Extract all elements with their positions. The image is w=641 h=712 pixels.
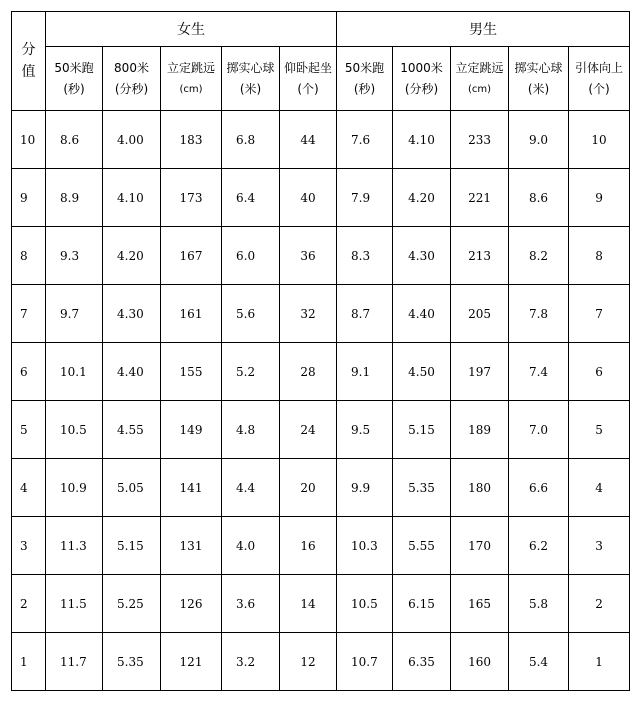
score-cell: 8 xyxy=(12,227,46,285)
male-1000m-cell: 4.20 xyxy=(393,169,451,227)
male-50m-cell: 7.9 xyxy=(337,169,393,227)
table-row xyxy=(12,111,630,169)
male-1000m-cell: 5.15 xyxy=(393,401,451,459)
male-50m-cell: 9.1 xyxy=(337,343,393,401)
group-header-row xyxy=(12,12,630,47)
table-row xyxy=(12,285,630,343)
female-800m-cell: 5.15 xyxy=(103,517,161,575)
female-shot-cell: 6.8 xyxy=(222,111,280,169)
score-header-line-1: 分 xyxy=(21,42,36,58)
female-800m-cell: 5.25 xyxy=(103,575,161,633)
female-col-long-jump-name: 立定跳远 xyxy=(166,60,215,75)
male-pull-ups-cell: 1 xyxy=(569,633,630,691)
female-long-jump-cell: 155 xyxy=(161,343,222,401)
female-50m-cell: 8.9 xyxy=(46,169,103,227)
male-group-header: 男生 xyxy=(337,12,630,47)
male-long-jump-cell: 170 xyxy=(451,517,509,575)
female-800m-cell: 5.05 xyxy=(103,459,161,517)
male-col-shot-unit: (米) xyxy=(527,81,550,96)
female-shot-cell: 4.0 xyxy=(222,517,280,575)
female-50m-cell: 8.6 xyxy=(46,111,103,169)
female-long-jump-cell: 131 xyxy=(161,517,222,575)
table-row xyxy=(12,169,630,227)
male-shot-cell: 9.0 xyxy=(509,111,569,169)
female-long-jump-cell: 126 xyxy=(161,575,222,633)
score-cell: 4 xyxy=(12,459,46,517)
male-long-jump-cell: 189 xyxy=(451,401,509,459)
female-50m-cell: 11.3 xyxy=(46,517,103,575)
female-col-800m-header xyxy=(103,47,161,111)
male-long-jump-cell: 233 xyxy=(451,111,509,169)
score-table xyxy=(11,11,630,691)
male-50m-cell: 8.7 xyxy=(337,285,393,343)
female-shot-cell: 3.2 xyxy=(222,633,280,691)
table-row xyxy=(12,517,630,575)
male-1000m-cell: 4.30 xyxy=(393,227,451,285)
female-sit-ups-cell: 24 xyxy=(280,401,337,459)
male-50m-cell: 8.3 xyxy=(337,227,393,285)
female-800m-cell: 5.35 xyxy=(103,633,161,691)
male-col-long-jump-name: 立定跳远 xyxy=(455,60,504,75)
female-shot-cell: 6.4 xyxy=(222,169,280,227)
female-col-800m-unit: (分秒) xyxy=(114,81,149,96)
female-col-long-jump-unit: (cm) xyxy=(179,83,203,95)
male-long-jump-cell: 205 xyxy=(451,285,509,343)
male-col-1000m-header xyxy=(393,47,451,111)
male-col-50m-unit: (秒) xyxy=(353,81,376,96)
table-row xyxy=(12,459,630,517)
female-long-jump-cell: 149 xyxy=(161,401,222,459)
male-shot-cell: 6.6 xyxy=(509,459,569,517)
female-50m-cell: 11.7 xyxy=(46,633,103,691)
male-col-1000m-name: 1000米 xyxy=(400,60,443,75)
score-cell: 9 xyxy=(12,169,46,227)
male-pull-ups-cell: 8 xyxy=(569,227,630,285)
female-50m-cell: 11.5 xyxy=(46,575,103,633)
score-header-cell xyxy=(12,12,46,111)
male-pull-ups-cell: 4 xyxy=(569,459,630,517)
male-col-pull-ups-header xyxy=(569,47,630,111)
male-long-jump-cell: 160 xyxy=(451,633,509,691)
female-col-shot-unit: (米) xyxy=(239,81,262,96)
score-cell: 1 xyxy=(12,633,46,691)
male-col-1000m-unit: (分秒) xyxy=(404,81,439,96)
female-long-jump-cell: 183 xyxy=(161,111,222,169)
score-cell: 6 xyxy=(12,343,46,401)
male-50m-cell: 9.9 xyxy=(337,459,393,517)
male-1000m-cell: 6.35 xyxy=(393,633,451,691)
female-col-50m-name: 50米跑 xyxy=(54,60,94,75)
male-50m-cell: 7.6 xyxy=(337,111,393,169)
female-shot-cell: 5.2 xyxy=(222,343,280,401)
score-header-line-2: 值 xyxy=(21,64,36,80)
male-col-shot-name: 掷实心球 xyxy=(514,60,563,75)
score-cell: 2 xyxy=(12,575,46,633)
female-50m-cell: 9.3 xyxy=(46,227,103,285)
column-header-row xyxy=(12,47,630,111)
female-col-sit-ups-unit: (个) xyxy=(297,81,319,96)
male-1000m-cell: 6.15 xyxy=(393,575,451,633)
male-shot-cell: 5.8 xyxy=(509,575,569,633)
female-long-jump-cell: 161 xyxy=(161,285,222,343)
male-shot-cell: 7.4 xyxy=(509,343,569,401)
female-col-sit-ups-header xyxy=(280,47,337,111)
male-long-jump-cell: 180 xyxy=(451,459,509,517)
female-long-jump-cell: 167 xyxy=(161,227,222,285)
male-col-shot-header xyxy=(509,47,569,111)
male-long-jump-cell: 221 xyxy=(451,169,509,227)
male-shot-cell: 6.2 xyxy=(509,517,569,575)
male-1000m-cell: 5.35 xyxy=(393,459,451,517)
male-shot-cell: 7.8 xyxy=(509,285,569,343)
female-50m-cell: 10.9 xyxy=(46,459,103,517)
female-col-800m-name: 800米 xyxy=(114,60,149,75)
score-cell: 10 xyxy=(12,111,46,169)
table-row xyxy=(12,227,630,285)
male-col-pull-ups-unit: (个) xyxy=(588,81,610,96)
female-sit-ups-cell: 20 xyxy=(280,459,337,517)
male-col-pull-ups-name: 引体向上 xyxy=(575,60,624,75)
male-pull-ups-cell: 6 xyxy=(569,343,630,401)
female-shot-cell: 4.4 xyxy=(222,459,280,517)
male-shot-cell: 7.0 xyxy=(509,401,569,459)
score-cell: 7 xyxy=(12,285,46,343)
female-shot-cell: 6.0 xyxy=(222,227,280,285)
female-col-long-jump-header xyxy=(161,47,222,111)
table-body xyxy=(12,111,630,691)
male-long-jump-cell: 165 xyxy=(451,575,509,633)
female-col-shot-name: 掷实心球 xyxy=(226,60,275,75)
male-col-long-jump-header xyxy=(451,47,509,111)
female-800m-cell: 4.00 xyxy=(103,111,161,169)
female-sit-ups-cell: 12 xyxy=(280,633,337,691)
female-800m-cell: 4.55 xyxy=(103,401,161,459)
female-800m-cell: 4.30 xyxy=(103,285,161,343)
female-shot-cell: 3.6 xyxy=(222,575,280,633)
female-long-jump-cell: 141 xyxy=(161,459,222,517)
male-pull-ups-cell: 7 xyxy=(569,285,630,343)
female-sit-ups-cell: 14 xyxy=(280,575,337,633)
female-800m-cell: 4.20 xyxy=(103,227,161,285)
female-shot-cell: 5.6 xyxy=(222,285,280,343)
male-1000m-cell: 4.10 xyxy=(393,111,451,169)
female-long-jump-cell: 173 xyxy=(161,169,222,227)
female-sit-ups-cell: 44 xyxy=(280,111,337,169)
female-800m-cell: 4.40 xyxy=(103,343,161,401)
male-pull-ups-cell: 9 xyxy=(569,169,630,227)
male-pull-ups-cell: 3 xyxy=(569,517,630,575)
female-group-header: 女生 xyxy=(46,12,337,47)
male-50m-cell: 10.7 xyxy=(337,633,393,691)
female-shot-cell: 4.8 xyxy=(222,401,280,459)
male-1000m-cell: 5.55 xyxy=(393,517,451,575)
male-shot-cell: 8.2 xyxy=(509,227,569,285)
male-50m-cell: 10.3 xyxy=(337,517,393,575)
female-800m-cell: 4.10 xyxy=(103,169,161,227)
male-shot-cell: 5.4 xyxy=(509,633,569,691)
table-row xyxy=(12,401,630,459)
score-cell: 5 xyxy=(12,401,46,459)
male-pull-ups-cell: 10 xyxy=(569,111,630,169)
female-sit-ups-cell: 36 xyxy=(280,227,337,285)
female-col-50m-unit: (秒) xyxy=(63,81,85,96)
male-col-long-jump-unit: (cm) xyxy=(467,83,492,95)
male-1000m-cell: 4.40 xyxy=(393,285,451,343)
male-col-50m-header xyxy=(337,47,393,111)
male-col-50m-name: 50米跑 xyxy=(344,60,385,75)
female-50m-cell: 9.7 xyxy=(46,285,103,343)
score-cell: 3 xyxy=(12,517,46,575)
table-row xyxy=(12,575,630,633)
female-sit-ups-cell: 40 xyxy=(280,169,337,227)
male-pull-ups-cell: 2 xyxy=(569,575,630,633)
female-50m-cell: 10.5 xyxy=(46,401,103,459)
female-50m-cell: 10.1 xyxy=(46,343,103,401)
male-long-jump-cell: 197 xyxy=(451,343,509,401)
male-shot-cell: 8.6 xyxy=(509,169,569,227)
female-col-shot-header xyxy=(222,47,280,111)
male-1000m-cell: 4.50 xyxy=(393,343,451,401)
male-50m-cell: 9.5 xyxy=(337,401,393,459)
female-col-sit-ups-name: 仰卧起坐 xyxy=(284,60,333,75)
male-long-jump-cell: 213 xyxy=(451,227,509,285)
female-sit-ups-cell: 16 xyxy=(280,517,337,575)
female-sit-ups-cell: 28 xyxy=(280,343,337,401)
female-col-50m-header xyxy=(46,47,103,111)
female-long-jump-cell: 121 xyxy=(161,633,222,691)
table-row xyxy=(12,343,630,401)
table-row xyxy=(12,633,630,691)
male-pull-ups-cell: 5 xyxy=(569,401,630,459)
female-sit-ups-cell: 32 xyxy=(280,285,337,343)
male-50m-cell: 10.5 xyxy=(337,575,393,633)
